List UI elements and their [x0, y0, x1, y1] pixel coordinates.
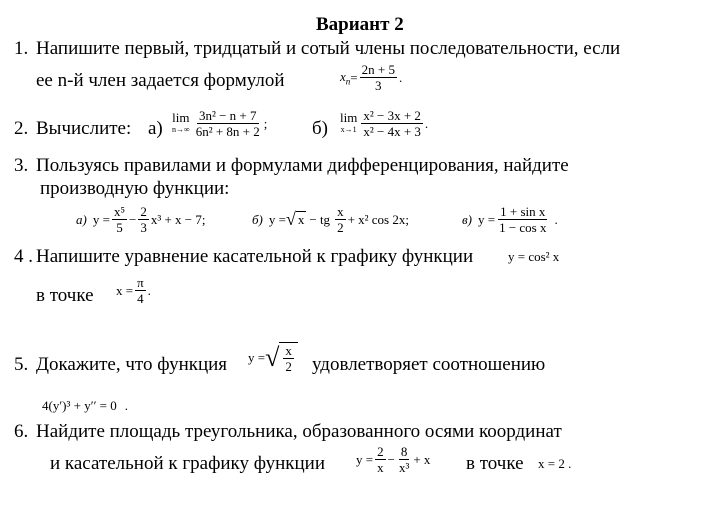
minus-sign: − — [128, 211, 137, 227]
task-6-line-1: Найдите площадь треугольника, образованного осями координат — [36, 421, 562, 442]
page-title: Вариант 2 — [316, 14, 404, 35]
fraction-denominator: 1 − cos x — [499, 220, 547, 235]
lim-sub: n→∞ — [172, 124, 190, 134]
formula-rest: + x — [413, 451, 431, 467]
fraction-numerator: 8 — [400, 444, 408, 459]
formula-lhs: y = — [92, 211, 110, 227]
fraction-numerator: x — [285, 343, 292, 358]
task-3b-formula — [252, 204, 409, 235]
radicand: x — [297, 212, 305, 227]
sqrt-sign: √ — [265, 343, 280, 372]
task-6-point-value: x = 2 . — [538, 456, 572, 471]
formula-end: . — [554, 211, 558, 227]
formula-lhs: y = — [477, 211, 496, 227]
formula-rest: x³ + x − 7; — [150, 211, 206, 227]
lim-word: lim — [172, 109, 190, 125]
task-4-text: Напишите уравнение касательной к графику функции — [36, 246, 474, 267]
formula-lhs: y = — [356, 451, 374, 467]
limit-end: . — [424, 115, 429, 131]
fraction-denominator: 2 — [337, 220, 344, 235]
task-3-number: 3. — [14, 155, 29, 176]
fraction-denominator: 2 — [285, 359, 292, 374]
task-6-point-text: в точке — [466, 453, 524, 474]
formula-lhs: y = — [268, 211, 286, 227]
equation-end: . — [124, 398, 128, 413]
task-4-function: y = cos² x — [508, 249, 560, 264]
point-lhs: x = — [116, 282, 134, 298]
task-3c-formula — [462, 204, 558, 235]
formula-denominator: 3 — [375, 78, 382, 93]
task-4-number: 4 . — [14, 246, 33, 267]
fraction-denominator: x³ — [398, 460, 410, 475]
task-2a-formula — [172, 108, 267, 139]
item-prefix: в) — [462, 211, 472, 227]
fraction-denominator: 3 — [140, 220, 147, 235]
task-2b-prefix: б) — [312, 118, 328, 139]
task-6-formula — [356, 444, 430, 475]
formula-rest: + x² cos 2x; — [347, 211, 409, 227]
fraction-numerator: π — [137, 275, 144, 290]
limit-denominator: 6n² + 8n + 2 — [195, 124, 260, 139]
equation-text: 4(y′)³ + y′′ = 0 — [42, 398, 117, 413]
task-4-point-label: в точке — [36, 285, 94, 306]
lim-sub: x→1 — [340, 124, 357, 134]
formula-lhs: x — [340, 68, 346, 84]
task-1-formula — [340, 62, 402, 93]
task-3a-formula — [76, 204, 206, 235]
formula-end: . — [398, 69, 403, 85]
limit-denominator: x² − 4x + 3 — [363, 124, 421, 139]
task-2a-prefix: а) — [148, 118, 163, 139]
fraction-numerator: 2 — [377, 444, 384, 459]
fraction-numerator: x⁵ — [113, 204, 125, 219]
sqrt-sign: √ — [285, 209, 296, 229]
formula-eq: = — [350, 69, 358, 85]
task-1-number: 1. — [14, 38, 29, 59]
formula-lhs: y = — [248, 350, 266, 365]
task-6-number: 6. — [14, 421, 29, 442]
limit-separator: ; — [263, 115, 268, 131]
item-prefix: а) — [76, 211, 87, 227]
fraction-denominator: 4 — [137, 291, 144, 306]
task-4-point-formula — [116, 275, 151, 306]
fraction-denominator: 5 — [116, 220, 123, 235]
task-1-line-1: Напишите первый, тридцатый и сотый члены последовательности, если — [36, 38, 621, 59]
lim-word: lim — [340, 109, 358, 125]
task-1-line-2: ее n-й член задается формулой — [36, 70, 285, 91]
limit-numerator: 3n² − n + 7 — [198, 108, 257, 123]
formula-lhs-sub: n — [345, 76, 351, 87]
task-3-line-1: Пользуясь правилами и формулами дифференцирования, найдите — [36, 155, 569, 176]
formula-mid: − tg — [309, 211, 331, 227]
task-2b-formula — [340, 108, 428, 139]
task-5-equation — [42, 398, 128, 414]
formula-end: . — [147, 282, 151, 298]
item-prefix: б) — [252, 211, 263, 227]
fraction-numerator: 2 — [140, 204, 147, 219]
task-2-number: 2. — [14, 118, 29, 139]
task-6-line-2: и касательной к графику функции — [50, 453, 326, 474]
task-3-line-2: производную функции: — [40, 178, 230, 199]
formula-numerator: 2n + 5 — [361, 62, 395, 77]
task-5-number: 5. — [14, 354, 29, 375]
task-5-post: удовлетворяет соотношению — [312, 354, 546, 375]
task-5-pre: Докажите, что функция — [36, 354, 228, 375]
task-5-formula — [248, 342, 298, 374]
fraction-numerator: 1 + sin x — [500, 204, 546, 219]
fraction-numerator: x — [337, 204, 344, 219]
limit-numerator: x² − 3x + 2 — [363, 108, 421, 123]
minus-sign: − — [387, 451, 395, 467]
task-2-label: Вычислите: — [36, 118, 132, 139]
fraction-denominator: x — [377, 460, 384, 475]
